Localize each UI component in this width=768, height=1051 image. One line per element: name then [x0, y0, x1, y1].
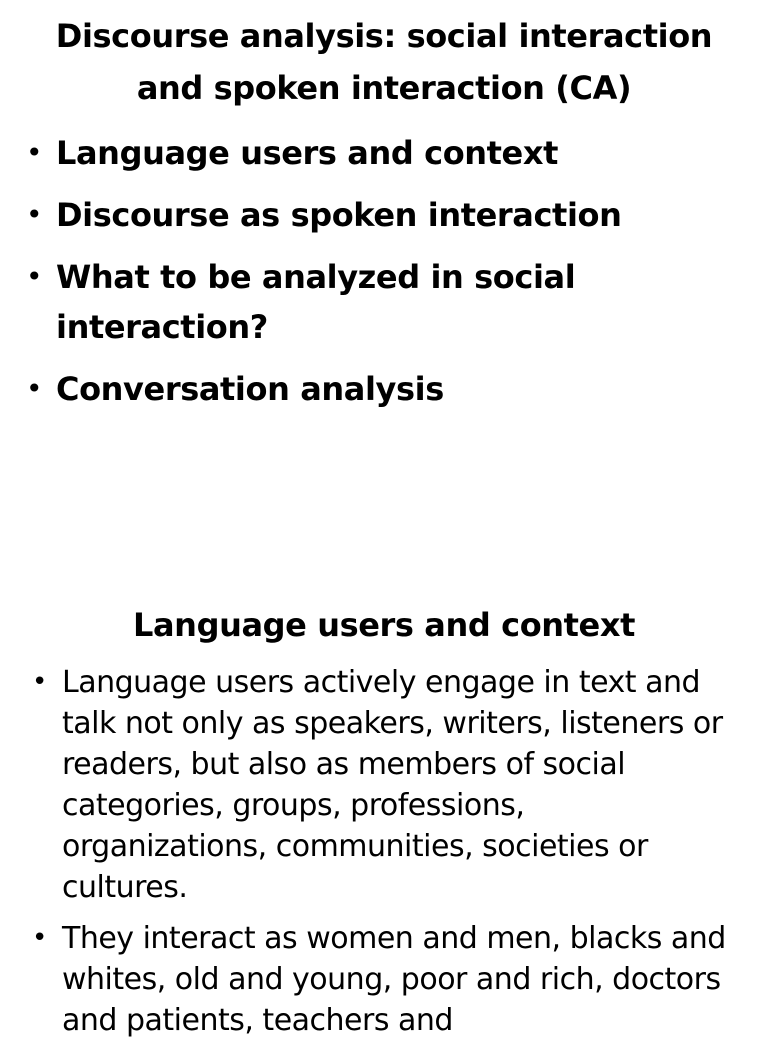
- bullet-item: [30, 918, 730, 1041]
- bullet-list: [30, 662, 730, 1051]
- bullet-dot-icon: •: [26, 260, 43, 293]
- bullet-dot-icon: •: [32, 667, 47, 697]
- slide-title: [20, 10, 748, 114]
- bullet-dot-icon: •: [32, 923, 47, 953]
- bullet-dot-icon: •: [26, 198, 43, 231]
- bullet-item: [26, 364, 676, 414]
- bullet-text: Language users actively engage in text and talk not only as speakers, writers, listeners or readers, but also as members of social categories, groups, professions, organizations, communities, societies or cultures.: [62, 665, 723, 905]
- bullet-list: [26, 128, 676, 426]
- bullet-text: They interact as women and men, blacks and whites, old and young, poor and rich, doctors and patients, teachers and: [62, 921, 726, 1038]
- bullet-text: What to be analyzed in social interaction?: [56, 258, 576, 346]
- bullet-item: [26, 252, 676, 352]
- slide-title-line-1: Discourse analysis: social interaction: [55, 17, 713, 55]
- bullet-item: [26, 128, 676, 178]
- bullet-item: [26, 190, 676, 240]
- slide-language-users: [0, 590, 768, 1038]
- bullet-item: [30, 662, 730, 908]
- slide-title: Language users and context: [133, 606, 635, 644]
- bullet-dot-icon: •: [26, 372, 43, 405]
- bullet-text: Conversation analysis: [56, 370, 444, 408]
- bullet-text: Discourse as spoken interaction: [56, 196, 622, 234]
- bullet-text: Language users and context: [56, 134, 558, 172]
- slide-title-line-2: and spoken interaction (CA): [136, 69, 632, 107]
- bullet-dot-icon: •: [26, 136, 43, 169]
